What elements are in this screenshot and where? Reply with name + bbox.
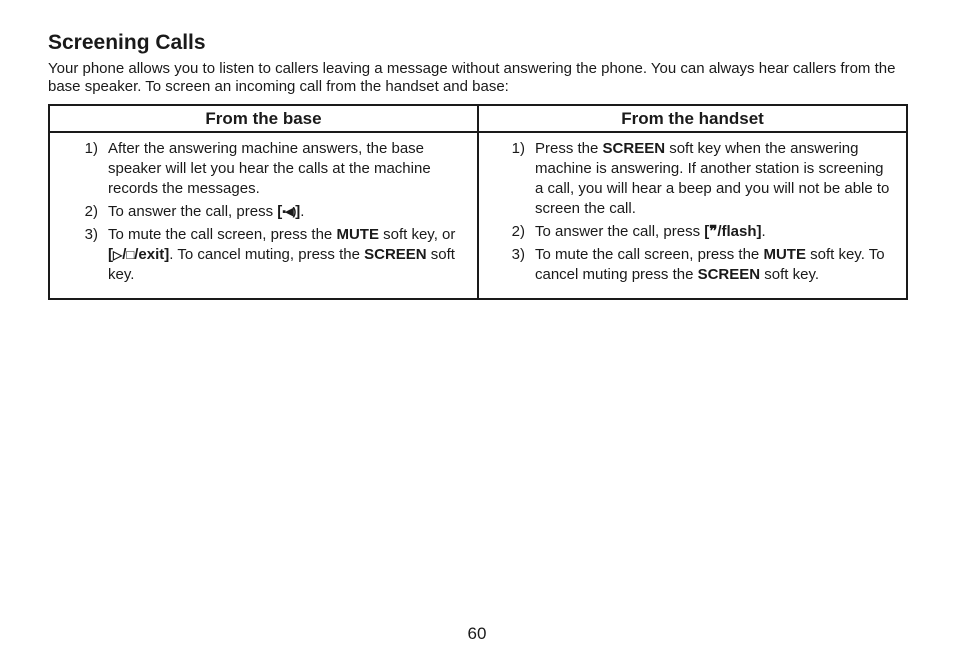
step-text-part: To mute the call screen, press the [108,226,337,243]
step-text-part: . [761,223,766,240]
key-label: /exit] [134,246,170,263]
screen-key-label: SCREEN [697,266,761,283]
handset-step-3 [479,245,896,285]
mute-key-label: MUTE [336,226,379,243]
mute-key-label: MUTE [763,246,806,263]
play-stop-exit-key [108,246,169,263]
play-icon: ▷ [113,248,123,262]
screen-key-label: SCREEN [364,246,427,263]
key-bracket: [ [108,246,113,263]
handset-column-header: From the handset [479,106,906,133]
page-title: Screening Calls [48,31,206,54]
step-text [535,139,896,219]
step-number: 2) [511,223,525,240]
screen-key-label: SCREEN [602,140,666,157]
step-text [535,245,896,285]
step-text-part: Press the [535,140,603,157]
handset-step-1 [479,139,896,219]
key-label: /flash] [717,223,762,240]
phone-flash-key [704,223,761,240]
step-text-part: soft key. [760,266,820,283]
step-number: 3) [511,246,525,263]
handset-step-2 [479,222,896,242]
step-text-part: . [300,203,305,220]
step-number: 1) [84,140,98,157]
base-step-3 [50,225,467,285]
step-text-part: soft key when the answering machine is answering. If another station is screening a call, you will hear a beep and you will not be able to screen the call. [535,140,890,217]
speaker-key [277,203,300,220]
handset-steps-list [479,133,906,288]
base-column-header: From the base [50,106,477,133]
step-text-part: soft key, or [378,226,456,243]
base-steps-list [50,133,477,288]
page-number: 60 [467,624,487,643]
speaker-icon: ▪◀) [282,206,296,218]
phone-icon: ❞ [709,223,718,240]
key-bracket: ] [295,203,301,220]
step-number: 2) [84,203,98,220]
step-text [108,225,467,285]
step-text-part: soft key. [108,246,455,283]
handset-column [479,106,906,298]
intro-paragraph: Your phone allows you to listen to callers leaving a message without answering the phone. You can always hear callers from the base speaker. To screen an incoming call from the handset and base: [48,60,896,95]
step-text [535,222,896,242]
step-text-part: soft key. To cancel muting press the [535,246,885,283]
base-column [50,106,479,298]
step-text-part: To mute the call screen, press the [535,246,764,263]
key-bracket: [ [277,203,283,220]
key-bracket: [ [704,223,710,240]
step-text: After the answering machine answers, the base speaker will let you hear the calls at the machine records the messages. [108,140,431,197]
base-step-1 [50,139,467,199]
step-text [108,202,467,222]
step-text-part: . To cancel muting, press the [169,246,365,263]
key-slash: / [122,246,127,263]
step-number: 1) [511,140,525,157]
base-step-2 [50,202,467,222]
step-text-part: To answer the call, press [535,223,705,240]
instructions-table [48,104,908,300]
stop-icon: □ [126,247,135,262]
step-text-part: To answer the call, press [108,203,278,220]
step-number: 3) [84,226,98,243]
